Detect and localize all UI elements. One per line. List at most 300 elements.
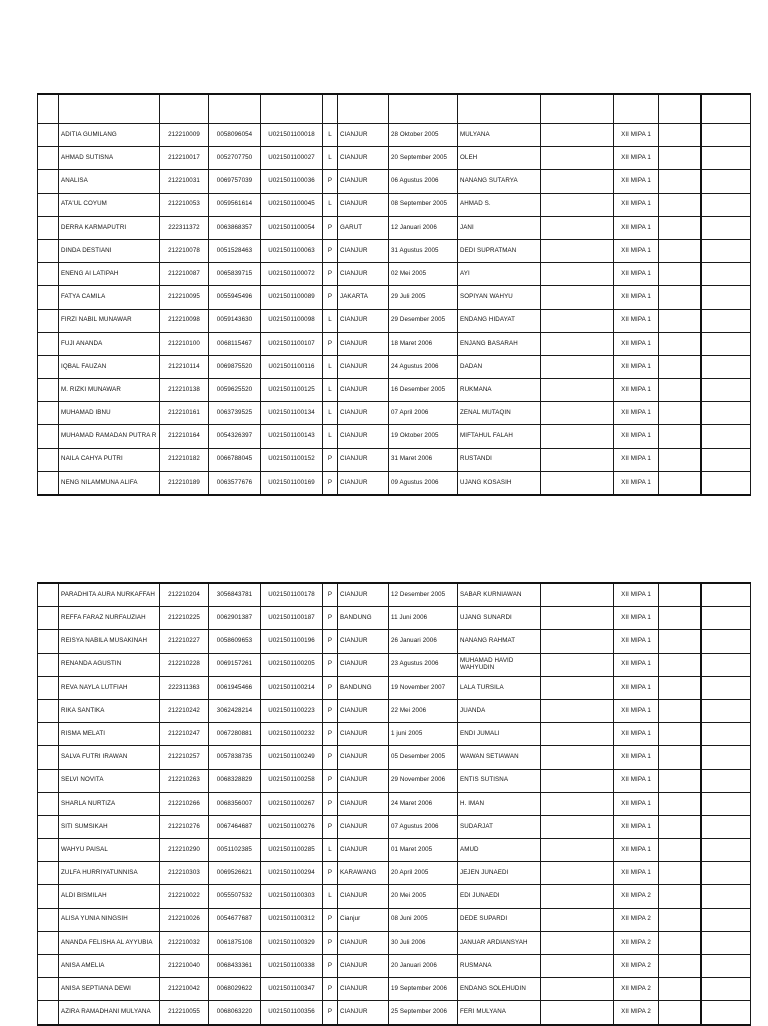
cell-birth-place: CIANJUR: [338, 792, 389, 815]
cell-birth-place: CIANJUR: [338, 885, 389, 908]
cell-parent-name: ENDANG SOLEHUDIN: [458, 978, 541, 1001]
header-cell-parent-name: [458, 94, 541, 124]
cell-birth-date: 19 Oktober 2005: [389, 425, 458, 448]
cell-birth-place: CIANJUR: [338, 769, 389, 792]
cell-exam-number: U021501100054: [261, 216, 323, 239]
cell-class-name: XII MIPA 1: [614, 699, 659, 722]
cell-row-number: [38, 630, 59, 653]
cell-empty-column: [659, 286, 701, 309]
cell-empty-column: [701, 931, 751, 954]
cell-gender: L: [323, 147, 338, 170]
cell-student-name: SITI SUMSIKAH: [59, 815, 160, 838]
cell-empty-column: [659, 607, 701, 630]
cell-birth-date: 30 Juli 2006: [389, 931, 458, 954]
cell-class-name: XII MIPA 1: [614, 355, 659, 378]
table-row: [38, 699, 751, 722]
cell-parent-name: JEJEN JUNAEDI: [458, 862, 541, 885]
cell-exam-number: U021501100356: [261, 1001, 323, 1025]
cell-student-name: ADITIA GUMILANG: [59, 124, 160, 147]
cell-gender: P: [323, 239, 338, 262]
cell-exam-number: U021501100267: [261, 792, 323, 815]
table-row: [38, 286, 751, 309]
header-cell-empty-column: [659, 94, 701, 124]
cell-row-number: [38, 471, 59, 495]
cell-birth-date: 19 November 2007: [389, 676, 458, 699]
cell-parent-name: JUANDA: [458, 699, 541, 722]
cell-gender: P: [323, 815, 338, 838]
cell-empty-column: [541, 931, 614, 954]
header-cell-row-number: [38, 94, 59, 124]
cell-birth-place: CIANJUR: [338, 332, 389, 355]
cell-row-number: [38, 607, 59, 630]
cell-exam-number: U021501100107: [261, 332, 323, 355]
cell-student-nis: 212210189: [160, 471, 209, 495]
cell-student-name: ALISA YUNIA NINGSIH: [59, 908, 160, 931]
header-cell-empty-column: [541, 94, 614, 124]
cell-class-name: XII MIPA 1: [614, 402, 659, 425]
cell-empty-column: [701, 815, 751, 838]
table-row: [38, 978, 751, 1001]
header-cell-class-name: [614, 94, 659, 124]
cell-exam-number: U021501100338: [261, 955, 323, 978]
cell-student-nis: 212210257: [160, 746, 209, 769]
cell-parent-name: DEDI SUPRATMAN: [458, 239, 541, 262]
cell-parent-name: ENTIS SUTISNA: [458, 769, 541, 792]
cell-exam-number: U021501100143: [261, 425, 323, 448]
cell-empty-column: [541, 147, 614, 170]
cell-birth-place: CIANJUR: [338, 630, 389, 653]
cell-student-nisn: 0063868357: [209, 216, 261, 239]
table-row: [38, 147, 751, 170]
cell-parent-name: SUDARJAT: [458, 815, 541, 838]
cell-class-name: XII MIPA 1: [614, 792, 659, 815]
cell-row-number: [38, 746, 59, 769]
cell-exam-number: U021501100276: [261, 815, 323, 838]
cell-exam-number: U021501100329: [261, 931, 323, 954]
cell-empty-column: [541, 885, 614, 908]
cell-class-name: XII MIPA 1: [614, 676, 659, 699]
table-row: [38, 332, 751, 355]
cell-parent-name: AMUD: [458, 839, 541, 862]
cell-empty-column: [701, 355, 751, 378]
cell-student-nisn: 0063577676: [209, 471, 261, 495]
cell-class-name: XII MIPA 1: [614, 216, 659, 239]
cell-birth-date: 24 Maret 2006: [389, 792, 458, 815]
table-row: [38, 583, 751, 607]
cell-gender: P: [323, 286, 338, 309]
cell-empty-column: [541, 124, 614, 147]
cell-empty-column: [701, 955, 751, 978]
cell-row-number: [38, 862, 59, 885]
cell-birth-date: 31 Agustus 2005: [389, 239, 458, 262]
cell-birth-place: CIANJUR: [338, 1001, 389, 1025]
cell-parent-name: NANANG SUTARYA: [458, 170, 541, 193]
cell-empty-column: [701, 1001, 751, 1025]
cell-birth-date: 29 November 2006: [389, 769, 458, 792]
cell-student-nis: 212210095: [160, 286, 209, 309]
cell-empty-column: [541, 769, 614, 792]
cell-empty-column: [701, 425, 751, 448]
cell-class-name: XII MIPA 2: [614, 978, 659, 1001]
cell-parent-name: MULYANA: [458, 124, 541, 147]
cell-empty-column: [701, 676, 751, 699]
cell-empty-column: [659, 815, 701, 838]
cell-student-nisn: 3056843781: [209, 583, 261, 607]
cell-gender: P: [323, 1001, 338, 1025]
cell-birth-date: 20 Januari 2006: [389, 955, 458, 978]
cell-empty-column: [701, 978, 751, 1001]
table-row: [38, 216, 751, 239]
cell-gender: P: [323, 862, 338, 885]
cell-parent-name: SABAR KURNIAWAN: [458, 583, 541, 607]
cell-class-name: XII MIPA 1: [614, 263, 659, 286]
cell-empty-column: [701, 263, 751, 286]
cell-student-nisn: 0054326397: [209, 425, 261, 448]
table-row: [38, 355, 751, 378]
cell-birth-place: Cianjur: [338, 908, 389, 931]
cell-birth-place: CIANJUR: [338, 978, 389, 1001]
cell-student-nis: 212210266: [160, 792, 209, 815]
cell-empty-column: [659, 425, 701, 448]
cell-gender: P: [323, 448, 338, 471]
cell-student-nis: 212210138: [160, 379, 209, 402]
cell-row-number: [38, 955, 59, 978]
cell-empty-column: [701, 286, 751, 309]
cell-empty-column: [701, 746, 751, 769]
cell-gender: P: [323, 908, 338, 931]
cell-row-number: [38, 425, 59, 448]
cell-row-number: [38, 839, 59, 862]
cell-student-nisn: 0054677687: [209, 908, 261, 931]
cell-row-number: [38, 379, 59, 402]
cell-student-name: FIRZI NABIL MUNAWAR: [59, 309, 160, 332]
cell-class-name: XII MIPA 2: [614, 885, 659, 908]
cell-student-nis: 212210204: [160, 583, 209, 607]
table-row: [38, 676, 751, 699]
cell-birth-date: 12 Januari 2006: [389, 216, 458, 239]
cell-empty-column: [541, 676, 614, 699]
cell-parent-name: MIFTAHUL FALAH: [458, 425, 541, 448]
cell-birth-date: 02 Mei 2005: [389, 263, 458, 286]
table-row: [38, 309, 751, 332]
cell-student-nis: 212210227: [160, 630, 209, 653]
cell-empty-column: [541, 239, 614, 262]
cell-birth-place: CIANJUR: [338, 653, 389, 676]
table-row: [38, 630, 751, 653]
cell-row-number: [38, 216, 59, 239]
cell-parent-name: DEDE SUPARDI: [458, 908, 541, 931]
header-cell-student-nis: [160, 94, 209, 124]
cell-empty-column: [541, 355, 614, 378]
cell-empty-column: [541, 815, 614, 838]
cell-empty-column: [659, 355, 701, 378]
cell-class-name: XII MIPA 2: [614, 1001, 659, 1025]
table-row: [38, 471, 751, 495]
cell-exam-number: U021501100294: [261, 862, 323, 885]
student-table-bottom: [37, 582, 750, 1026]
table-row: [38, 723, 751, 746]
cell-empty-column: [659, 676, 701, 699]
cell-student-name: SALVA FUTRI IRAWAN: [59, 746, 160, 769]
student-table-top: [37, 93, 750, 496]
cell-parent-name: FERI MULYANA: [458, 1001, 541, 1025]
cell-birth-date: 01 Maret 2005: [389, 839, 458, 862]
cell-student-name: DINDA DESTIANI: [59, 239, 160, 262]
cell-parent-name: ENDANG HIDAYAT: [458, 309, 541, 332]
cell-parent-name: EDI JUNAEDI: [458, 885, 541, 908]
table-row: [38, 239, 751, 262]
table-row: [38, 607, 751, 630]
cell-exam-number: U021501100018: [261, 124, 323, 147]
cell-student-nisn: 0059143630: [209, 309, 261, 332]
cell-empty-column: [701, 170, 751, 193]
cell-student-name: NAILA CAHYA PUTRI: [59, 448, 160, 471]
cell-row-number: [38, 263, 59, 286]
cell-student-name: M. RIZKI MUNAWAR: [59, 379, 160, 402]
cell-gender: P: [323, 978, 338, 1001]
cell-parent-name: ENDI JUMALI: [458, 723, 541, 746]
cell-empty-column: [701, 124, 751, 147]
table-row: [38, 931, 751, 954]
cell-row-number: [38, 147, 59, 170]
cell-parent-name: AYI: [458, 263, 541, 286]
cell-birth-date: 22 Mei 2006: [389, 699, 458, 722]
cell-parent-name: NANANG RAHMAT: [458, 630, 541, 653]
cell-empty-column: [659, 448, 701, 471]
table-row: [38, 815, 751, 838]
cell-class-name: XII MIPA 1: [614, 746, 659, 769]
cell-birth-date: 1 juni 2005: [389, 723, 458, 746]
cell-student-nis: 212210055: [160, 1001, 209, 1025]
cell-class-name: XII MIPA 1: [614, 170, 659, 193]
cell-empty-column: [541, 792, 614, 815]
cell-exam-number: U021501100169: [261, 471, 323, 495]
cell-birth-place: CIANJUR: [338, 448, 389, 471]
cell-empty-column: [659, 1001, 701, 1025]
cell-student-nisn: 0066788045: [209, 448, 261, 471]
cell-birth-place: CIANJUR: [338, 839, 389, 862]
cell-empty-column: [659, 955, 701, 978]
cell-gender: P: [323, 630, 338, 653]
cell-student-name: DERRA KARMAPUTRI: [59, 216, 160, 239]
cell-empty-column: [701, 699, 751, 722]
cell-gender: P: [323, 332, 338, 355]
cell-row-number: [38, 239, 59, 262]
cell-empty-column: [541, 583, 614, 607]
cell-empty-column: [701, 402, 751, 425]
cell-gender: L: [323, 885, 338, 908]
cell-row-number: [38, 908, 59, 931]
cell-parent-name: DADAN: [458, 355, 541, 378]
cell-student-nis: 212210242: [160, 699, 209, 722]
cell-student-name: NENG NILAMMUNA ALIFA: [59, 471, 160, 495]
cell-class-name: XII MIPA 2: [614, 908, 659, 931]
cell-empty-column: [541, 402, 614, 425]
cell-exam-number: U021501100045: [261, 193, 323, 216]
cell-empty-column: [659, 908, 701, 931]
cell-gender: L: [323, 355, 338, 378]
cell-student-nisn: 0059561614: [209, 193, 261, 216]
cell-exam-number: U021501100098: [261, 309, 323, 332]
cell-birth-date: 25 September 2006: [389, 1001, 458, 1025]
cell-student-nis: 212210247: [160, 723, 209, 746]
cell-empty-column: [701, 653, 751, 676]
cell-empty-column: [541, 263, 614, 286]
cell-row-number: [38, 792, 59, 815]
cell-gender: P: [323, 583, 338, 607]
cell-empty-column: [701, 471, 751, 495]
cell-empty-column: [659, 583, 701, 607]
cell-birth-place: BANDUNG: [338, 607, 389, 630]
cell-parent-name: UJANG SUNARDI: [458, 607, 541, 630]
header-cell-gender: [323, 94, 338, 124]
header-cell-birth-date: [389, 94, 458, 124]
header-cell-birth-place: [338, 94, 389, 124]
cell-birth-date: 19 September 2006: [389, 978, 458, 1001]
cell-class-name: XII MIPA 2: [614, 955, 659, 978]
table-row: [38, 955, 751, 978]
cell-empty-column: [701, 769, 751, 792]
cell-birth-date: 08 September 2005: [389, 193, 458, 216]
cell-empty-column: [541, 908, 614, 931]
cell-student-nisn: 0061875108: [209, 931, 261, 954]
cell-class-name: XII MIPA 1: [614, 379, 659, 402]
cell-empty-column: [659, 239, 701, 262]
cell-class-name: XII MIPA 1: [614, 607, 659, 630]
table-row: [38, 792, 751, 815]
table-row: [38, 124, 751, 147]
cell-student-nisn: 0058096054: [209, 124, 261, 147]
cell-class-name: XII MIPA 1: [614, 193, 659, 216]
cell-birth-date: 29 Juli 2005: [389, 286, 458, 309]
cell-empty-column: [541, 607, 614, 630]
cell-empty-column: [659, 309, 701, 332]
cell-row-number: [38, 402, 59, 425]
table-row: [38, 1001, 751, 1025]
cell-empty-column: [659, 332, 701, 355]
cell-gender: L: [323, 402, 338, 425]
cell-birth-place: CIANJUR: [338, 170, 389, 193]
header-cell-student-name: [59, 94, 160, 124]
cell-student-nisn: 0068029622: [209, 978, 261, 1001]
cell-empty-column: [541, 630, 614, 653]
cell-parent-name: OLEH: [458, 147, 541, 170]
cell-parent-name: LALA TURSILA: [458, 676, 541, 699]
cell-empty-column: [541, 286, 614, 309]
cell-birth-place: CIANJUR: [338, 425, 389, 448]
cell-gender: P: [323, 216, 338, 239]
cell-student-nisn: 0067280881: [209, 723, 261, 746]
cell-student-name: IQBAL FAUZAN: [59, 355, 160, 378]
cell-empty-column: [701, 792, 751, 815]
cell-exam-number: U021501100125: [261, 379, 323, 402]
cell-exam-number: U021501100089: [261, 286, 323, 309]
cell-student-nisn: 0065839715: [209, 263, 261, 286]
cell-empty-column: [541, 170, 614, 193]
cell-exam-number: U021501100249: [261, 746, 323, 769]
cell-empty-column: [701, 332, 751, 355]
cell-student-nis: 212210225: [160, 607, 209, 630]
cell-birth-date: 11 Juni 2006: [389, 607, 458, 630]
cell-gender: L: [323, 839, 338, 862]
cell-empty-column: [659, 402, 701, 425]
cell-birth-place: CIANJUR: [338, 379, 389, 402]
cell-student-nis: 212210017: [160, 147, 209, 170]
cell-student-name: REISYA NABILA MUSAKINAH: [59, 630, 160, 653]
cell-parent-name: RUKMANA: [458, 379, 541, 402]
cell-empty-column: [541, 193, 614, 216]
header-cell-exam-number: [261, 94, 323, 124]
student-table: [37, 93, 751, 496]
cell-empty-column: [659, 147, 701, 170]
cell-empty-column: [541, 955, 614, 978]
cell-student-name: ALDI BISMILAH: [59, 885, 160, 908]
cell-empty-column: [701, 723, 751, 746]
cell-student-nis: 212210078: [160, 239, 209, 262]
cell-parent-name: SOPIYAN WAHYU: [458, 286, 541, 309]
cell-student-nisn: 0068063220: [209, 1001, 261, 1025]
cell-parent-name: WAWAN SETIAWAN: [458, 746, 541, 769]
cell-parent-name: JANUAR ARDIANSYAH: [458, 931, 541, 954]
cell-birth-place: CIANJUR: [338, 583, 389, 607]
cell-birth-place: CIANJUR: [338, 723, 389, 746]
cell-student-name: ENENG AI LATIPAH: [59, 263, 160, 286]
cell-exam-number: U021501100072: [261, 263, 323, 286]
cell-class-name: XII MIPA 1: [614, 723, 659, 746]
cell-student-nis: 212210114: [160, 355, 209, 378]
cell-class-name: XII MIPA 1: [614, 769, 659, 792]
cell-student-nis: 212210053: [160, 193, 209, 216]
cell-birth-place: JAKARTA: [338, 286, 389, 309]
cell-exam-number: U021501100214: [261, 676, 323, 699]
cell-student-name: RISMA MELATI: [59, 723, 160, 746]
cell-student-nisn: 0051528463: [209, 239, 261, 262]
cell-birth-place: CIANJUR: [338, 355, 389, 378]
cell-gender: P: [323, 471, 338, 495]
cell-birth-date: 26 Januari 2006: [389, 630, 458, 653]
table-row: [38, 425, 751, 448]
cell-empty-column: [701, 379, 751, 402]
cell-student-nisn: 0068433361: [209, 955, 261, 978]
cell-gender: P: [323, 676, 338, 699]
cell-birth-date: 08 Juni 2005: [389, 908, 458, 931]
cell-row-number: [38, 170, 59, 193]
cell-birth-date: 29 Desember 2005: [389, 309, 458, 332]
cell-student-name: RENANDA AGUSTIN: [59, 653, 160, 676]
cell-gender: L: [323, 124, 338, 147]
cell-empty-column: [701, 147, 751, 170]
cell-parent-name: RUSMANA: [458, 955, 541, 978]
cell-birth-place: CIANJUR: [338, 699, 389, 722]
cell-student-nisn: 0057838735: [209, 746, 261, 769]
cell-exam-number: U021501100347: [261, 978, 323, 1001]
cell-gender: P: [323, 723, 338, 746]
cell-row-number: [38, 193, 59, 216]
table-row: [38, 193, 751, 216]
cell-row-number: [38, 583, 59, 607]
cell-gender: L: [323, 425, 338, 448]
cell-exam-number: U021501100258: [261, 769, 323, 792]
cell-empty-column: [659, 931, 701, 954]
cell-student-nisn: 0052707750: [209, 147, 261, 170]
cell-exam-number: U021501100312: [261, 908, 323, 931]
cell-student-nis: 212210303: [160, 862, 209, 885]
cell-class-name: XII MIPA 1: [614, 448, 659, 471]
cell-birth-date: 20 September 2005: [389, 147, 458, 170]
cell-gender: P: [323, 955, 338, 978]
table-row: [38, 769, 751, 792]
cell-empty-column: [659, 792, 701, 815]
